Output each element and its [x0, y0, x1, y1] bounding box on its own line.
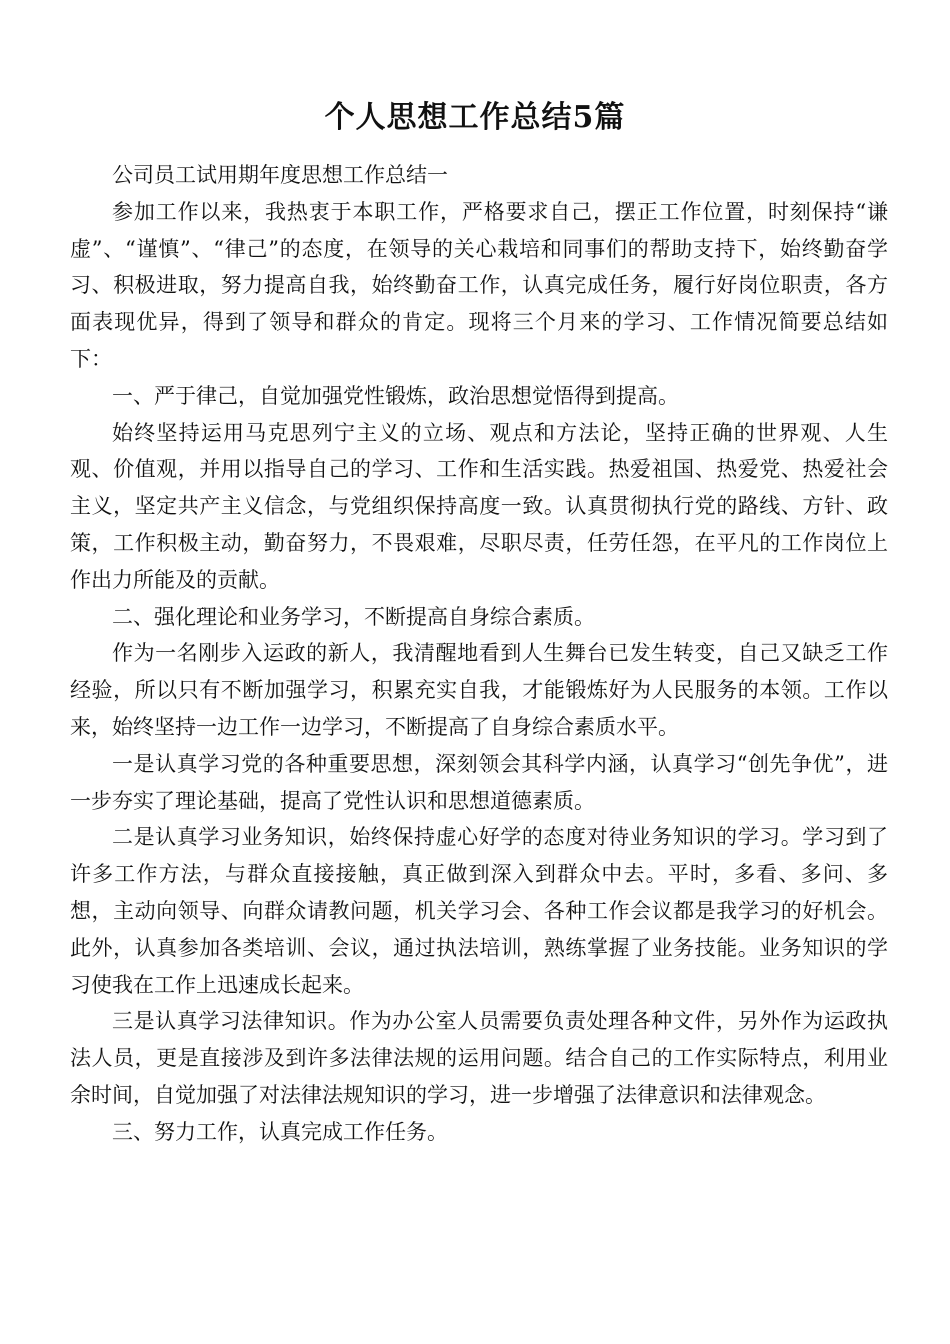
section-heading-2: 二、强化理论和业务学习，不断提高自身综合素质。 [112, 604, 595, 629]
document-body [70, 157, 888, 1151]
paragraph-point-3: 三是认真学习法律知识。作为办公室人员需要负责处理各种文件，另外作为运政执法人员，更是直接涉及到许多法律法规的运用问题。结合自己的工作实际特点，利用业余时间，自觉加强了对法律法规知识的学习，进一步增强了法律意识和法律观念。 [70, 1009, 888, 1107]
document-title: 个人思想工作总结5篇 [324, 100, 626, 135]
paragraph-point-1: 一是认真学习党的各种重要思想，深刻领会其科学内涵，认真学习“创先争优”，进一步夯实了理论基础，提高了党性认识和思想道德素质。 [70, 751, 888, 813]
paragraph-subtitle: 公司员工试用期年度思想工作总结一 [112, 163, 448, 187]
section-heading-3: 三、努力工作，认真完成工作任务。 [112, 1119, 448, 1144]
section-heading-1: 一、严于律己，自觉加强党性锻炼，政治思想觉悟得到提高。 [112, 383, 679, 408]
paragraph-point-2: 二是认真学习业务知识，始终保持虚心好学的态度对待业务知识的学习。学习到了许多工作方法，与群众直接接触，真正做到深入到群众中去。平时，多看、多问、多想，主动向领导、向群众请教问题，机关学习会、各种工作会议都是我学习的好机会。此外，认真参加各类培训、会议，通过执法培训，熟练掌握了业务技能。业务知识的学习使我在工作上迅速成长起来。 [70, 825, 888, 997]
paragraph-section-1: 始终坚持运用马克思列宁主义的立场、观点和方法论，坚持正确的世界观、人生观、价值观，并用以指导自己的学习、工作和生活实践。热爱祖国、热爱党、热爱社会主义，坚定共产主义信念，与党组织保持高度一致。认真贯彻执行党的路线、方针、政策，工作积极主动，勤奋努力，不畏艰难，尽职尽责，任劳任怨，在平凡的工作岗位上作出力所能及的贡献。 [70, 420, 888, 592]
paragraph-intro: 参加工作以来，我热衷于本职工作，严格要求自己，摆正工作位置，时刻保持“谦虚”、“谨慎”、“律己”的态度，在领导的关心栽培和同事们的帮助支持下，始终勤奋学习、积极进取，努力提高自我，始终勤奋工作，认真完成任务，履行好岗位职责，各方面表现优异，得到了领导和群众的肯定。现将三个月来的学习、工作情况简要总结如下： [70, 199, 888, 371]
paragraph-section-2: 作为一名刚步入运政的新人，我清醒地看到人生舞台已发生转变，自己又缺乏工作经验，所以只有不断加强学习，积累充实自我，才能锻炼好为人民服务的本领。工作以来，始终坚持一边工作一边学习，不断提高了自身综合素质水平。 [70, 641, 888, 739]
